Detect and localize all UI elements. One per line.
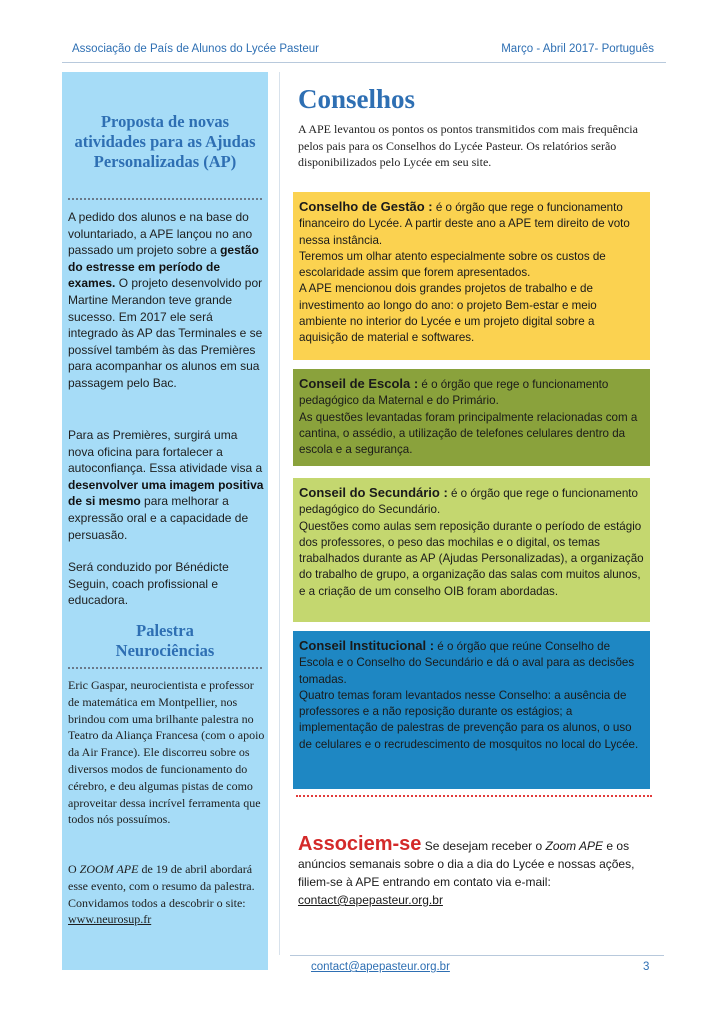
box-text-2: Quatro temas foram levantados nesse Conselho: a ausência de professores e a não reposição durante os estágios; a implementação de palestras de prevenção para os alunos, o uso de celulares e o recrudescimento de mosquitos no local do Lycée. xyxy=(299,688,639,751)
ap-p1-text-a: A pedido dos alunos e na base do voluntariado, a APE lançou no ano passado um projeto sobre a xyxy=(68,210,253,258)
palestra-section-title: Palestra Neurociências xyxy=(115,621,215,660)
footer-divider xyxy=(290,955,664,956)
ap-p1-text-b: O projeto desenvolvido por Martine Merandon teve grande sucesso. Em 2017 ele será integrado às AP das Terminales e se possível também às das Premières para acompanhar os alunos em sua passagem pelo Bac. xyxy=(68,276,263,390)
page-title: Conselhos xyxy=(298,84,416,114)
ap-paragraph-1 xyxy=(68,209,264,392)
sidebar xyxy=(62,72,268,970)
box-text: é o órgão que rege o funcionamento financeiro do Lycée. A partir deste ano a APE tem direito de voto nessa instância. xyxy=(299,201,630,247)
header-association-name: Associação de País de Alunos do Lycée Pasteur xyxy=(72,43,319,55)
palestra-paragraph: Eric Gaspar, neurocientista e professor de matemática em Montpellier, nos brindou com uma brilhante palestra no Teatro da Aliança Francesa (com o apoio da Air France). Ele discorreu sobre os diversos modos de funcionamento do cérebro, e deu algumas pistas de como aproveitar dessa incrível ferramenta que todos nós possuímos. xyxy=(68,678,265,827)
conseil-institucional-box xyxy=(293,631,650,789)
zoom-ape-name: ZOOM APE xyxy=(79,862,139,876)
section-divider xyxy=(296,795,652,797)
ap-title-divider xyxy=(68,198,262,200)
zoom-ape-paragraph xyxy=(68,861,266,928)
page-number: 3 xyxy=(643,961,650,973)
associem-se-paragraph xyxy=(298,835,658,909)
conseil-secundario-box xyxy=(293,478,650,622)
box-text-2: Questões como aulas sem reposição durante o período de estágio dos professores, o peso das mochilas e o digital, os temas trabalhados durante as AP (Ajudas Personalizadas), a organização do trabalho de grupo, a organização das salas com muitos alunos, e a criação de um conselho OIB foram abordadas. xyxy=(299,519,644,598)
ap-paragraph-3: Será conduzido por Bénédicte Seguin, coach profissional e educadora. xyxy=(68,560,229,608)
footer-email-link[interactable]: contact@apepasteur.org.br xyxy=(311,961,450,973)
box-title: Conselho de Gestão : xyxy=(299,199,433,214)
box-title: Conseil Institucional : xyxy=(299,638,435,653)
contact-email-link[interactable]: contact@apepasteur.org.br xyxy=(298,893,443,907)
ap-p2-bold: desenvolver uma imagem positiva de si mesmo xyxy=(68,477,264,509)
header-issue-date: Março - Abril 2017- Português xyxy=(501,43,654,55)
ap-p2-text-b: para melhorar a expressão oral e a capacidade de persuasão. xyxy=(68,494,249,542)
box-title: Conseil do Secundário : xyxy=(299,485,448,500)
box-text-2: Teremos um olhar atento especialmente sobre os custos de escolaridade assim que forem apresentados. xyxy=(299,249,606,280)
intro-paragraph: A APE levantou os pontos os pontos transmitidos com mais frequência pelos pais para os Conselhos do Lycée Pasteur. Os relatórios serão disponibilizados pelo Lycée em seu site. xyxy=(298,122,638,169)
zoom-ape-mention: Zoom APE xyxy=(545,839,604,853)
zoom-p-text-a: O xyxy=(68,862,80,876)
associem-se-heading: Associem-se xyxy=(298,833,422,855)
neurosup-link[interactable]: www.neurosup.fr xyxy=(68,912,152,927)
header-divider xyxy=(62,62,666,63)
assoc-text-b: e os anúncios semanais sobre o dia a dia do Lycée e nossas ações, filiem-se à APE entrando em contato via e-mail: xyxy=(298,839,635,889)
conseil-escola-box xyxy=(293,369,650,466)
box-title: Conseil de Escola : xyxy=(299,376,419,391)
assoc-text-a: Se desejam receber o xyxy=(421,839,546,853)
column-divider xyxy=(279,72,280,955)
ap-section-title: Proposta de novas atividades para as Ajudas Personalizadas (AP) xyxy=(74,112,256,171)
ap-p2-text-a: Para as Premières, surgirá uma nova oficina para fortalecer a autoconfiança. Essa atividade visa a xyxy=(68,428,263,476)
box-text-3: A APE mencionou dois grandes projetos de trabalho e de investimento ao longo do ano: o projeto Bem-estar e meio ambiente no interior do Lycée e um projeto digital sobre a aquisição de material e softwares. xyxy=(299,282,597,345)
zoom-p-text-b: de 19 de abril abordará esse evento, com o resumo da palestra. Convidamos todos a descobrir o site: xyxy=(68,862,255,910)
box-text: é o órgão que rege o funcionamento pedagógico da Maternal e do Primário. xyxy=(299,378,609,408)
ap-p1-bold: gestão do estresse em período de exames. xyxy=(68,243,259,291)
box-text: é o órgão que rege o funcionamento pedagógico do Secundário. xyxy=(299,487,638,517)
conselho-gestao-box xyxy=(293,192,650,360)
box-text-2: As questões levantadas foram principalmente relacionadas com a cantina, o assédio, a utilização de telefones celulares dentro da escola e a segurança. xyxy=(299,410,638,457)
palestra-title-divider xyxy=(68,667,262,669)
box-text: é o órgão que reúne Conselho de Escola e o Conselho do Secundário e dá o aval para as decisões tomadas. xyxy=(299,640,635,686)
ap-paragraph-2 xyxy=(68,427,264,543)
